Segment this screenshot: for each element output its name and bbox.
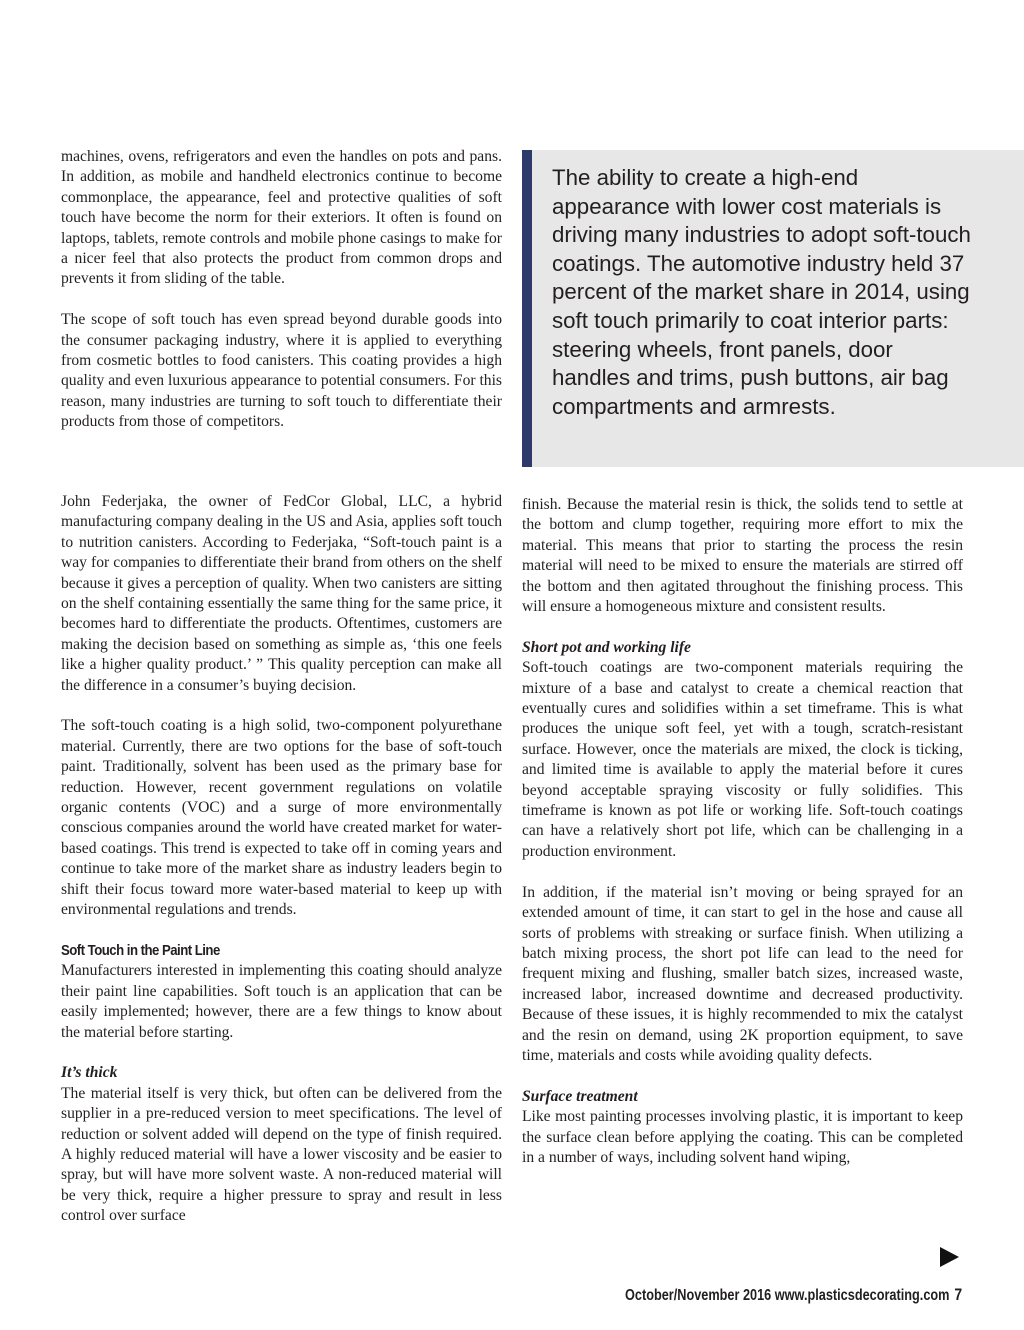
left-top-column — [61, 147, 502, 453]
body-paragraph: The scope of soft touch has even spread beyond durable goods into the consumer packaging industry, where it is applied to everything from cosmetic bottles to food canisters. This coating provides a high quality and even luxurious appearance to potential consumers. For this reason, many industries are turning to soft touch to differentiate their products from those of competitors. — [61, 311, 502, 431]
body-paragraph: The material itself is very thick, but often can be delivered from the supplier in a pre-reduced version to meet specifications. The level of reduction or solvent added will depend on the type of finish required. A highly reduced material will have a lower viscosity and be easier to spray, but will have more solvent waste. A non-reduced material will be very thick, require a higher pressure to spray and result in less control over surface — [61, 1084, 502, 1225]
body-paragraph: Soft-touch coatings are two-component materials requiring the mixture of a base and catalyst to create a chemical reaction that eventually cures and solidifies within a set timeframe. This is what produces the unique soft feel, yet with a tough, scratch-resistant surface. However, once the materials are mixed, the clock is ticking, and limited time is available to apply the material before it cures beyond acceptable spraying viscosity or fully solidifies. This timeframe is known as pot life or working life. Soft-touch coatings can have a relatively short pot life, which can be challenging in a production environment. — [522, 659, 963, 860]
subheading-pot-life: Short pot and working life — [522, 638, 691, 656]
body-paragraph: John Federjaka, the owner of FedCor Global, LLC, a hybrid manufacturing company dealing in the US and Asia, applies soft touch to nutrition canisters. According to Federjaka, “Soft-touch paint is a way for companies to differentiate their brand from others on the shelf because it gives a perception of quality. When two canisters are sitting on the shelf containing essentially the same thing for the same price, it becomes hard to differentiate the products. Oftentimes, customers are making the decision based on something as simple as, ‘this one feels like a higher quality product.’ ” This quality perception can make all the difference in a consumer’s buying decision. — [61, 493, 502, 694]
body-paragraph: Like most painting processes involving plastic, it is important to keep the surface clean before applying the coating. This can be completed in a number of ways, including solvent hand wiping, — [522, 1108, 963, 1166]
footer-issue-site: October/November 2016 www.plasticsdecorating.com — [624, 1287, 950, 1304]
pull-quote-box — [522, 150, 1024, 467]
body-paragraph: machines, ovens, refrigerators and even the handles on pots and pans. In addition, as mobile and handheld electronics continue to become commonplace, the appearance, feel and protective qualities of soft touch have become the norm for their exteriors. It often is found on laptops, tablets, remote controls and mobile phone casings to make for a nicer feel that also protects the product from common drops and prevents it from sliding of the table. — [61, 148, 502, 288]
pull-quote-text: The ability to create a high-end appearance with lower cost materials is driving many industries to adopt soft-touch coatings. The automotive industry held 37 percent of the market share in 2014, using soft touch primarily to coat interior parts: steering wheels, front panels, door handles and trims, push buttons, air bag compartments and armrests. — [552, 165, 971, 419]
body-paragraph: finish. Because the material resin is thick, the solids tend to settle at the bottom and clump together, requiring more effort to mix the material. This means that prior to starting the process the resin material will need to be mixed to ensure the materials are stirred off the bottom and then agitated throughout the finishing process. This will ensure a homogeneous mixture and consistent results. — [522, 496, 963, 616]
body-paragraph: Manufacturers interested in implementing this coating should analyze their paint line capabilities. Soft touch is an application that can be easily implemented; however, there are a few things to know about the material before starting. — [61, 962, 502, 1041]
subheading-thick: It’s thick — [61, 1064, 118, 1082]
section-heading: Soft Touch in the Paint Line — [61, 941, 220, 959]
body-paragraph: In addition, if the material isn’t moving or being sprayed for an extended amount of time, it can start to gel in the hose and cause all sorts of problems with streaking or surface finish. When utilizing a batch mixing process, the short pot life can lead to the need for frequent mixing and flushing, smaller batch sizes, increased waste, increased labor, increased downtime and decreased productivity. Because of these issues, it is highly recommended to mix the catalyst and the resin on demand, using 2K proportion equipment, to save time, materials and costs while avoiding quality defects. — [522, 883, 963, 1064]
page-footer — [625, 1285, 962, 1305]
right-column — [522, 495, 963, 1189]
page-number: 7 — [954, 1285, 962, 1304]
body-paragraph: The soft-touch coating is a high solid, two-component polyurethane material. Currently, there are two options for the base of soft-touch paint. Traditionally, solvent has been used as the primary base for reduction. However, recent government regulations on volatile organic contents (VOC) and a surge of more environmentally conscious companies around the world have created market for water-based coatings. This trend is expected to take off in coming years and continue to take more of the market share as industry leaders begin to shift their focus toward more water-based material to keep up with environmental regulations and trends. — [61, 717, 502, 919]
subheading-surface-treatment: Surface treatment — [522, 1087, 638, 1105]
left-column — [61, 492, 502, 1247]
continue-arrow-icon — [940, 1247, 959, 1267]
